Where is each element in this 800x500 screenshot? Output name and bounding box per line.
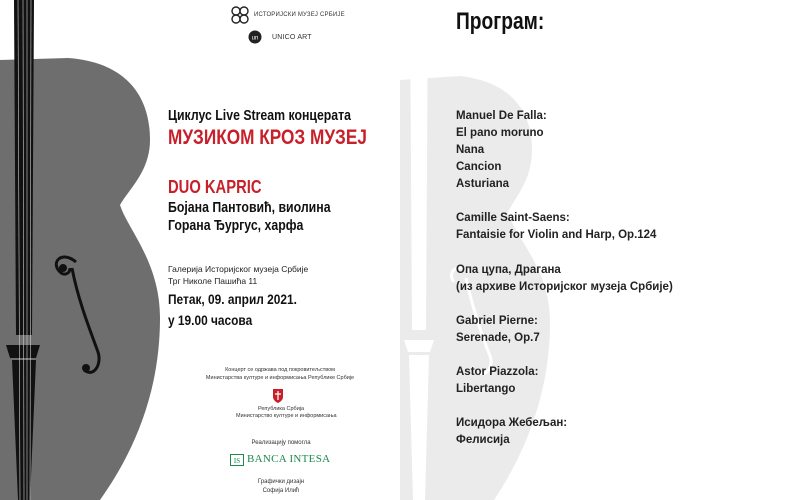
- venue-line-1: Галерија Историјског музеја Србије: [168, 264, 309, 274]
- composer: Исидора Жебељан:: [456, 417, 568, 429]
- program-item: [456, 313, 540, 347]
- program-item: [456, 415, 567, 449]
- museum-logo-icon: [230, 5, 250, 25]
- program-item: [456, 210, 656, 244]
- unico-art-label: UNICO ART: [272, 34, 312, 41]
- concert-title: МУЗИКОМ КРОЗ МУЗЕЈ: [168, 126, 367, 149]
- sponsor-line-2: Министарства културе и информисања Републике Србије: [205, 375, 355, 381]
- event-time: у 19.00 часова: [168, 312, 253, 328]
- work: El pano moruno: [456, 127, 544, 139]
- program-item: [456, 364, 538, 398]
- concert-series: Циклус Live Stream концерата: [168, 107, 352, 124]
- work: Libertango: [456, 383, 516, 395]
- work: Nana: [456, 144, 485, 156]
- svg-text:un: un: [251, 35, 259, 42]
- composer: Astor Piazzola:: [456, 366, 539, 378]
- serbia-coat-of-arms-icon: [272, 388, 284, 404]
- ensemble-name: DUO KAPRIC: [168, 177, 262, 197]
- venue-line-2: Трг Николе Пашића 11: [168, 276, 258, 286]
- work: Serenade, Op.7: [456, 332, 540, 344]
- composer: Опа цупа, Драгана: [456, 264, 561, 276]
- bank-logo-icon: [230, 454, 244, 466]
- work: Cancion: [456, 161, 502, 173]
- program-panel: [400, 0, 800, 500]
- svg-text:IS: IS: [233, 457, 241, 465]
- sponsor-line-1: Концерт се одржава под покровитељством: [225, 367, 335, 373]
- composer: Manuel De Falla:: [456, 110, 547, 122]
- work: Fantaisie for Violin and Harp, Op.124: [456, 229, 657, 241]
- realization-label: Реализацију помогла: [251, 440, 311, 446]
- work: (из архиве Историјског музеја Србије): [456, 281, 673, 293]
- work: Asturiana: [456, 178, 510, 190]
- designer-name: Софија Илић: [262, 488, 300, 494]
- bank-name: BANCA INTESA: [247, 453, 331, 465]
- program-item: [456, 108, 547, 193]
- unico-logo-icon: [248, 30, 262, 44]
- museum-name: ИСТОРИЈСКИ МУЗЕЈ СРБИЈЕ: [254, 12, 345, 18]
- event-date: Петак, 09. април 2021.: [168, 291, 297, 307]
- program-heading: Програм:: [456, 8, 545, 35]
- composer: Camille Saint-Saens:: [456, 212, 570, 224]
- bridge: [6, 345, 40, 358]
- composer: Gabriel Pierne:: [456, 315, 538, 327]
- performer-harp: Горана Ђургус, харфа: [168, 218, 304, 234]
- work: Фелисија: [456, 434, 510, 446]
- performer-violin: Бојана Пантовић, виолина: [168, 200, 331, 216]
- ministry-line-2: Министарство културе и информисања: [236, 413, 337, 419]
- program-item: [456, 262, 673, 296]
- ministry-line-1: Република Србија: [257, 406, 305, 412]
- design-label: Графички дизајн: [257, 479, 305, 485]
